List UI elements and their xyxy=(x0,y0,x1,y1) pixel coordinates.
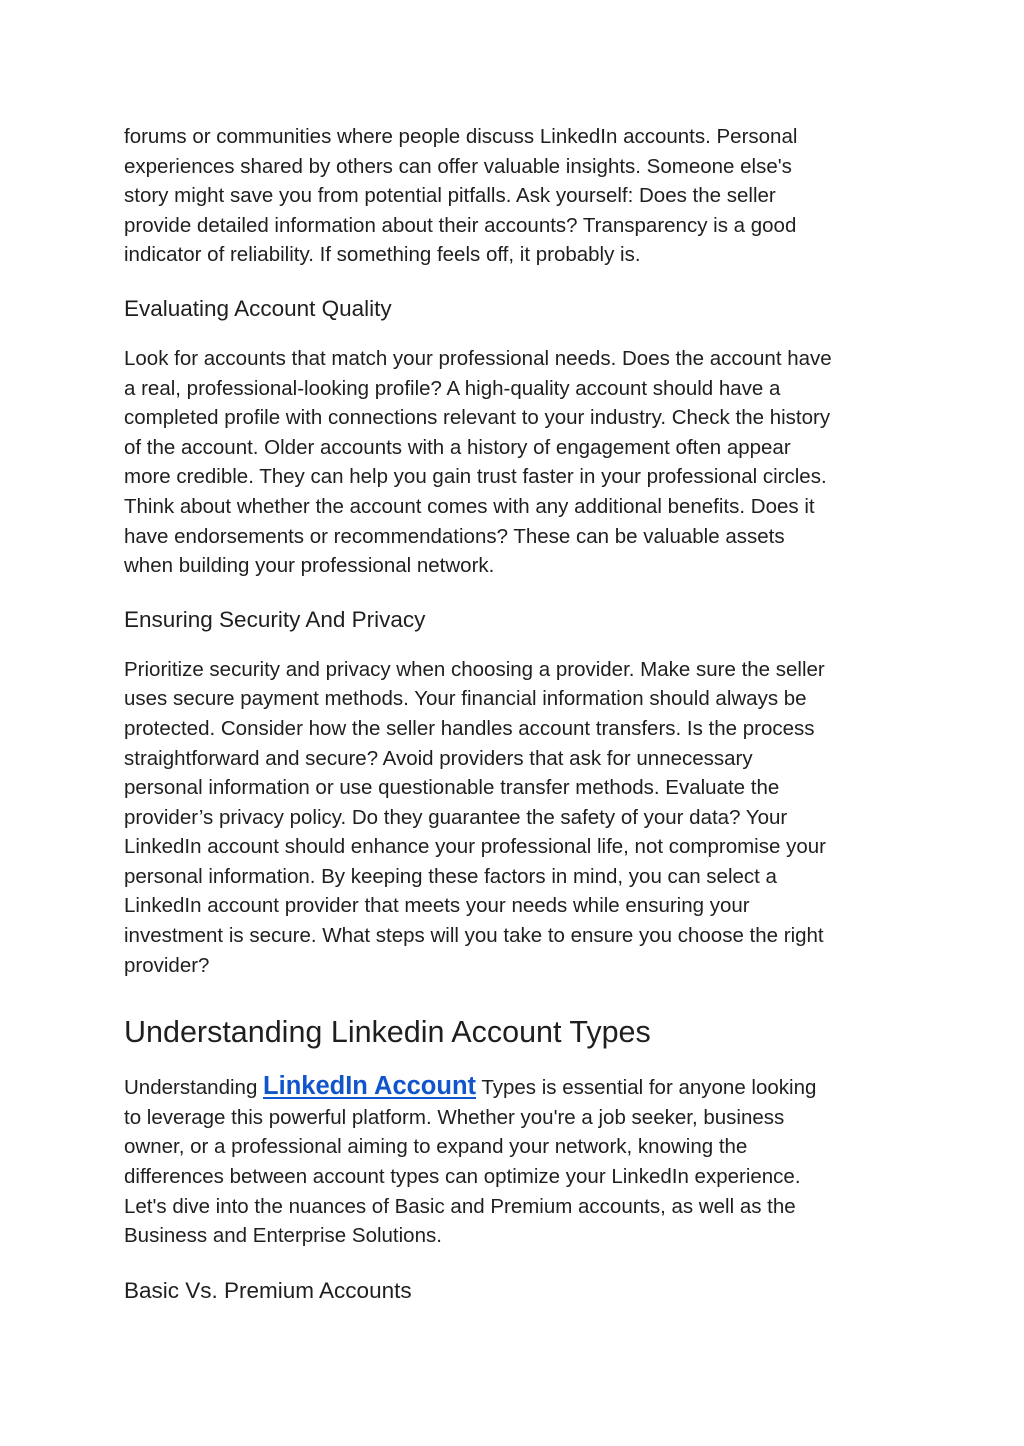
document-page xyxy=(124,122,904,1306)
intro-paragraph: forums or communities where people discuss LinkedIn accounts. Personal experiences shared by others can offer valuable insights. Someone else's story might save you from potential pitfalls. Ask yourself: Does the seller provide detailed information about their accounts? Transparency is a good indicator of reliability. If something feels off, it probably is. xyxy=(124,125,798,267)
linkedin-account-link[interactable]: LinkedIn Account xyxy=(263,1072,477,1101)
paragraph-account-quality: Look for accounts that match your professional needs. Does the account have a real, professional-looking profile? A high-quality account should have a completed profile with connections relevant to your industry. Check the history of the account. Older accounts with a history of engagement often appear more credible. They can help you gain trust faster in your professional circles. Think about whether the account comes with any additional benefits. Does it have endorsements or recommendations? These can be valuable assets when building your professional network. xyxy=(124,346,832,578)
paragraph-account-types-lead: Understanding xyxy=(124,1076,264,1100)
heading-account-types: Understanding Linkedin Account Types xyxy=(124,1015,651,1050)
heading-basic-vs-premium: Basic Vs. Premium Accounts xyxy=(124,1277,412,1303)
heading-security-privacy: Ensuring Security And Privacy xyxy=(124,606,426,632)
paragraph-security-privacy: Prioritize security and privacy when choosing a provider. Make sure the seller uses secure payment methods. Your financial information should always be protected. Consider how the seller handles account transfers. Is the process straightforward and secure? Avoid providers that ask for unnecessary personal information or use questionable transfer methods. Evaluate the provider’s privacy policy. Do they guarantee the safety of your data? Your LinkedIn account should enhance your professional life, not compromise your personal information. By keeping these factors in mind, you can select a LinkedIn account provider that meets your needs while ensuring your investment is secure. What steps will you take to ensure you choose the right provider? xyxy=(124,657,826,977)
paragraph-account-types-rest: Types is essential for anyone looking to leverage this powerful platform. Whether you're a job seeker, business owner, or a professional aiming to expand your network, knowing the differences between account types can optimize your LinkedIn experience. Let's dive into the nuances of Basic and Premium accounts, as well as the Business and Enterprise Solutions. xyxy=(124,1076,817,1248)
heading-evaluating-account-quality: Evaluating Account Quality xyxy=(124,295,392,321)
paragraph-account-types xyxy=(124,1072,904,1251)
